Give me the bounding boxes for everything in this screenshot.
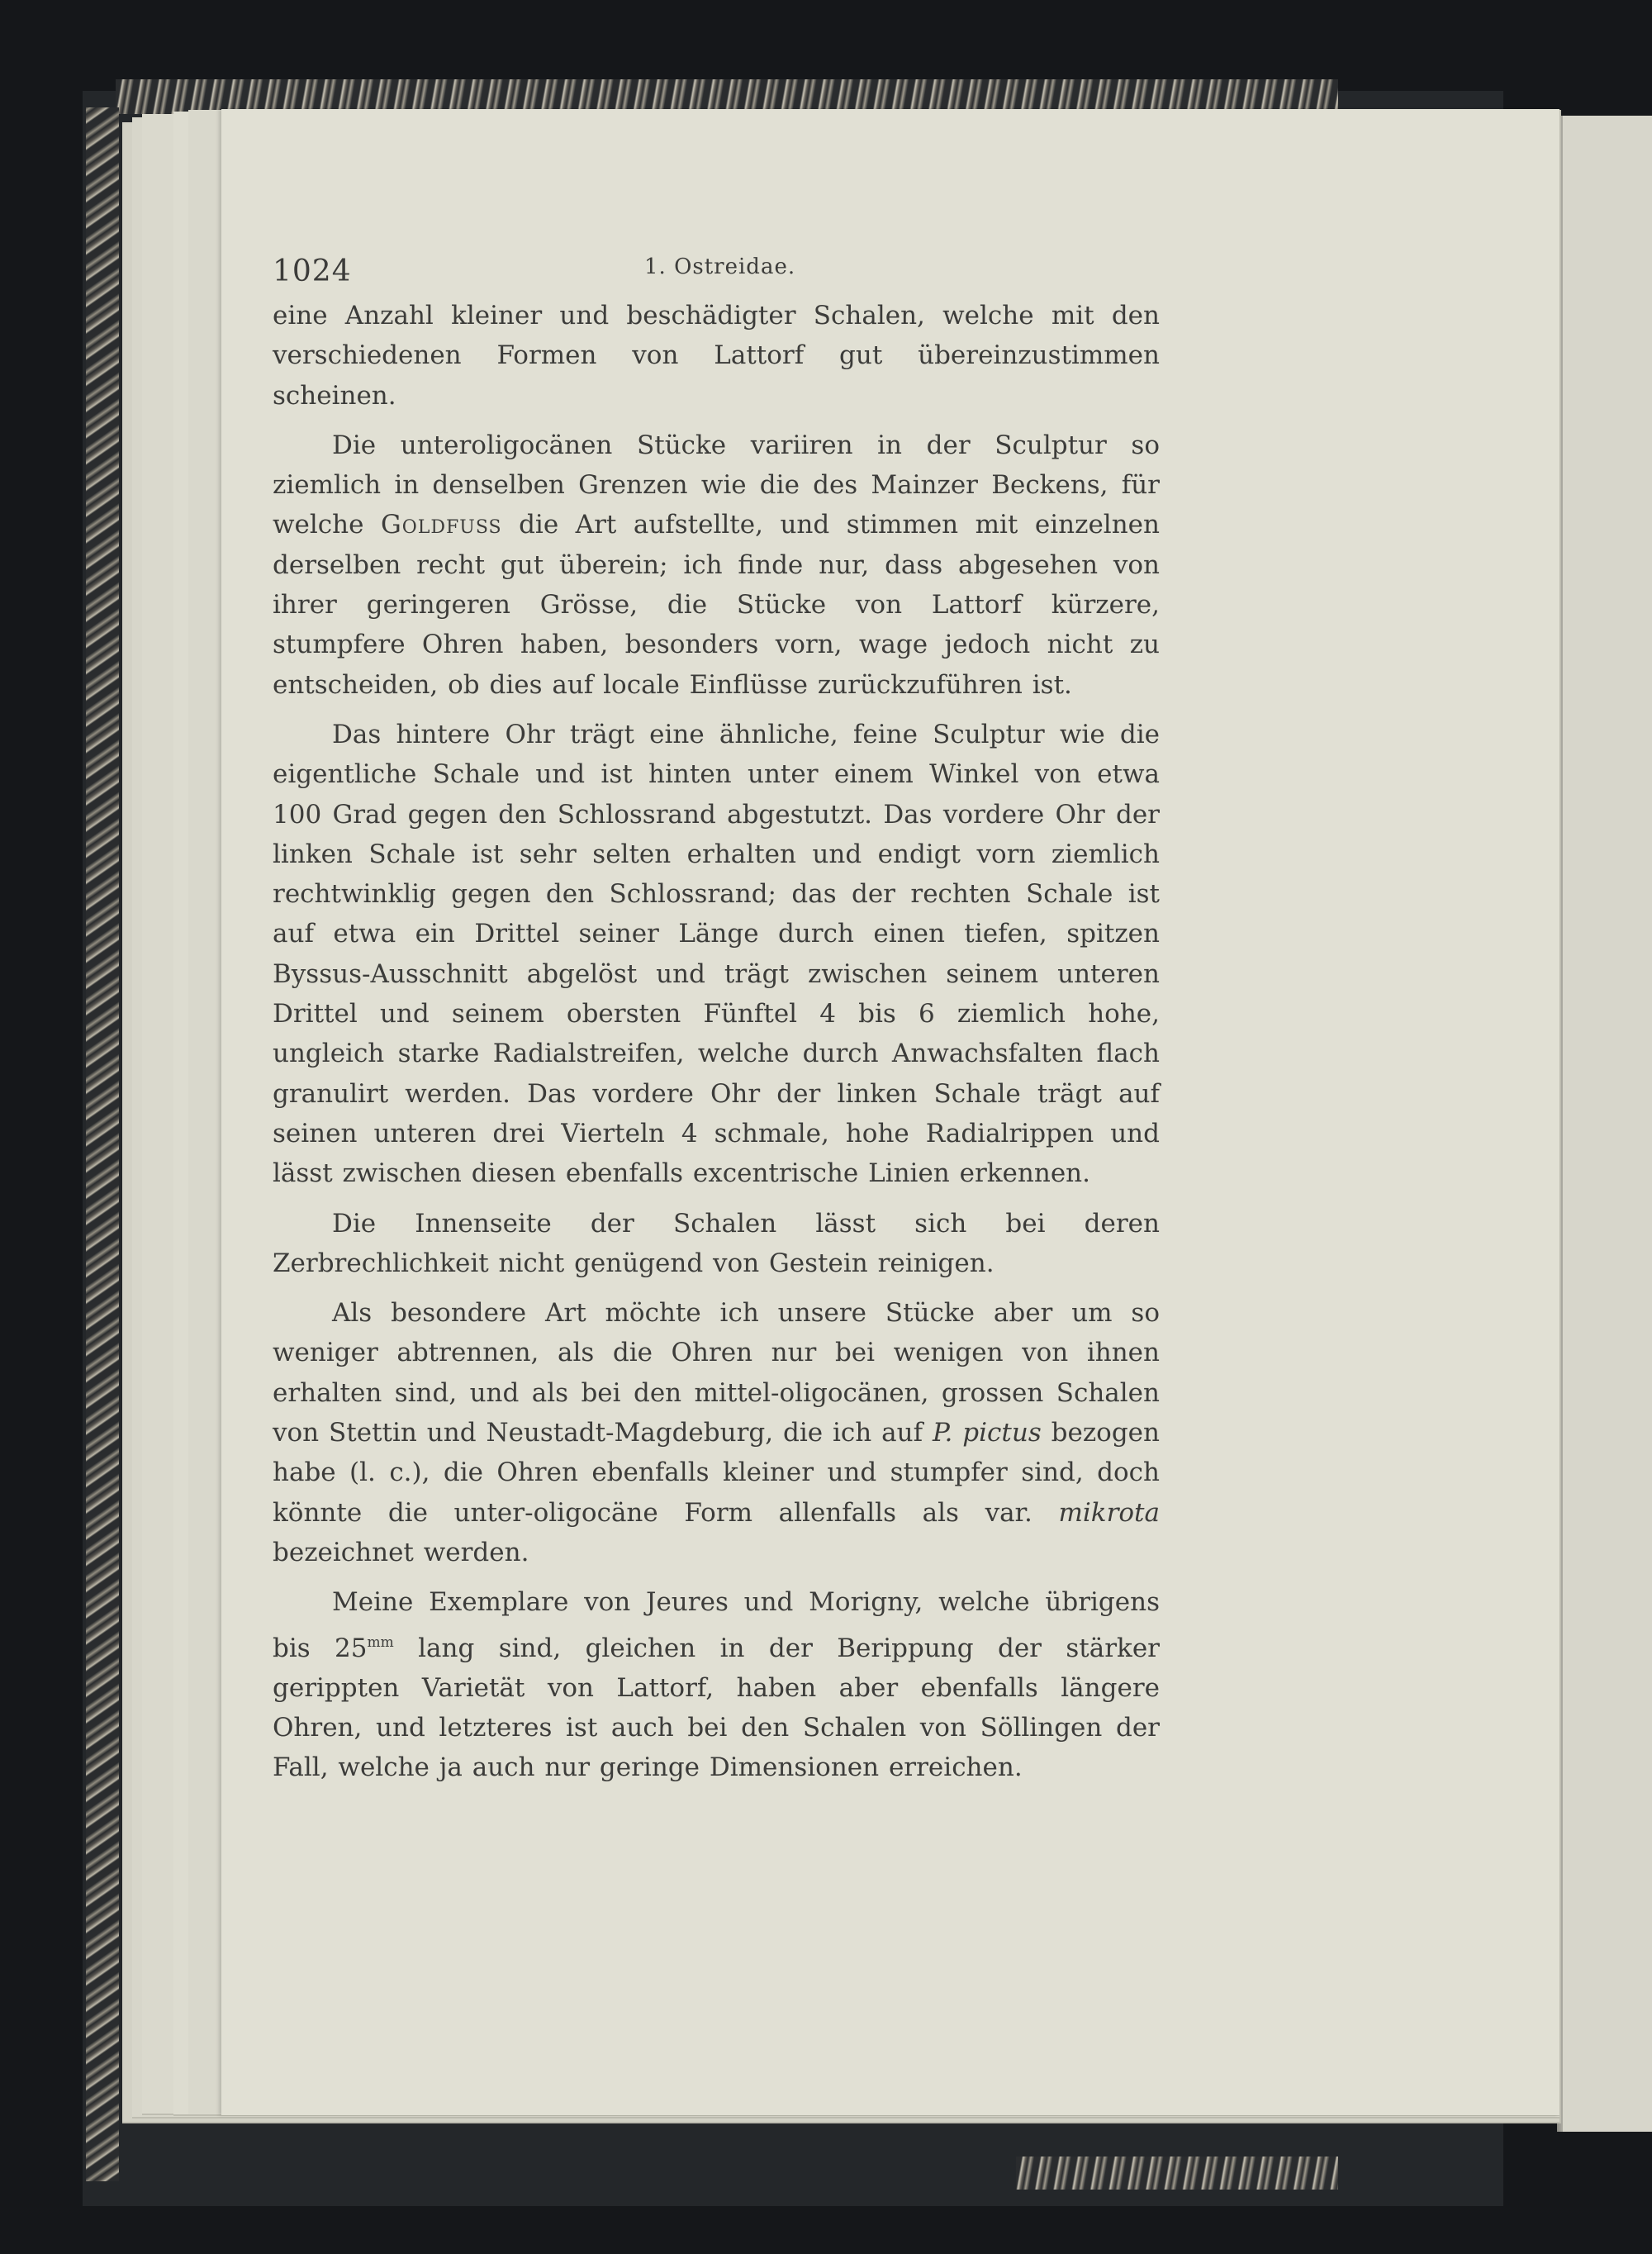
marbled-edge-left — [86, 107, 119, 2181]
page-text-block — [273, 248, 1160, 1788]
paragraph-5 — [273, 1293, 1160, 1572]
page-number: 1024 — [273, 254, 352, 288]
unit-mm: mm — [367, 1633, 394, 1651]
paragraph-5-text-b: bezogen habe (l. c.), die Ohren ebenfalls kleiner und stumpfer sind, doch könnte die unter-oligocäne Form allenfalls als var. — [273, 1418, 1160, 1528]
species-name-pictus: P. pictus — [932, 1418, 1042, 1448]
paragraph-2 — [273, 426, 1160, 705]
paragraph-3: Das hintere Ohr trägt eine ähnliche, feine Sculptur wie die eigentliche Schale und ist hinten unter einem Winkel von etwa 100 Grad gegen den Schlossrand abgestutzt. Das vordere Ohr der linken Schale ist sehr selten erhalten und endigt vorn ziemlich rechtwinklig gegen den Schlossrand; das der rechten Schale ist auf etwa ein Drittel seiner Länge durch einen tiefen, spitzen Byssus-Ausschnitt abgelöst und trägt zwischen seinem unteren Drittel und seinem obersten Fünftel 4 bis 6 ziemlich hohe, ungleich starke Radialstreifen, welche durch Anwachsfalten flach granulirt werden. Das vordere Ohr der linken Schale trägt auf seinen unteren drei Vierteln 4 schmale, hohe Radialrippen und lässt zwischen diesen ebenfalls excentrische Linien erkennen. — [273, 719, 1160, 1189]
running-head — [273, 248, 1160, 296]
paragraph-6-text-a: Meine Exemplare von Jeures und Morigny, welche übrigens bis 25 — [273, 1587, 1160, 1663]
paragraph-1: eine Anzahl kleiner und beschädigter Schalen, welche mit den verschiedenen Formen von Lattorf gut übereinzustimmen scheinen. — [273, 301, 1160, 411]
paragraph-5-text-a: Als besondere Art möchte ich unsere Stücke aber um so weniger abtrennen, als die Ohren nur bei wenigen von ihnen erhalten sind, und als bei den mittel-oligocänen, grossen Schalen von Stettin und Neustadt-Magdeburg, die ich auf — [273, 1298, 1160, 1448]
paragraph-5-text-c: bezeichnet werden. — [273, 1537, 529, 1567]
paragraph-2-text-b: die Art aufstellte, und stimmen mit einzelnen derselben recht gut überein; ich finde nur, dass abgesehen von ihrer geringeren Grösse, die Stücke von Lattorf kürzere, stumpfere Ohren haben, besonders vorn, wage jedoch nicht zu entscheiden, ob dies auf locale Einflüsse zurückzuführen ist. — [273, 510, 1160, 700]
paragraph-4: Die Innenseite der Schalen lässt sich bei deren Zerbrechlichkeit nicht genügend von Gestein reinigen. — [273, 1208, 1160, 1278]
paragraph-6 — [273, 1582, 1160, 1787]
facing-page-edge — [1563, 116, 1652, 2132]
marbled-edge-bottom — [1016, 2157, 1338, 2190]
section-title: 1. Ostreidae. — [644, 254, 796, 279]
paragraph-6-text-b: lang sind, gleichen in der Berippung der stärker gerippten Varietät von Lattorf, haben aber ebenfalls längere Ohren, und letzteres ist auch bei den Schalen von Söllingen der Fall, welche ja auch nur geringe Dimensionen erreichen. — [273, 1633, 1160, 1783]
variety-name-mikrota: mikrota — [1058, 1497, 1160, 1528]
author-name-goldfuss: Goldfuss — [380, 510, 502, 540]
paragraph-2-text-a: Die unteroligocänen Stücke variiren in der Sculptur so ziemlich in denselben Grenzen wie die des Mainzer Beckens, für welche — [273, 430, 1160, 540]
